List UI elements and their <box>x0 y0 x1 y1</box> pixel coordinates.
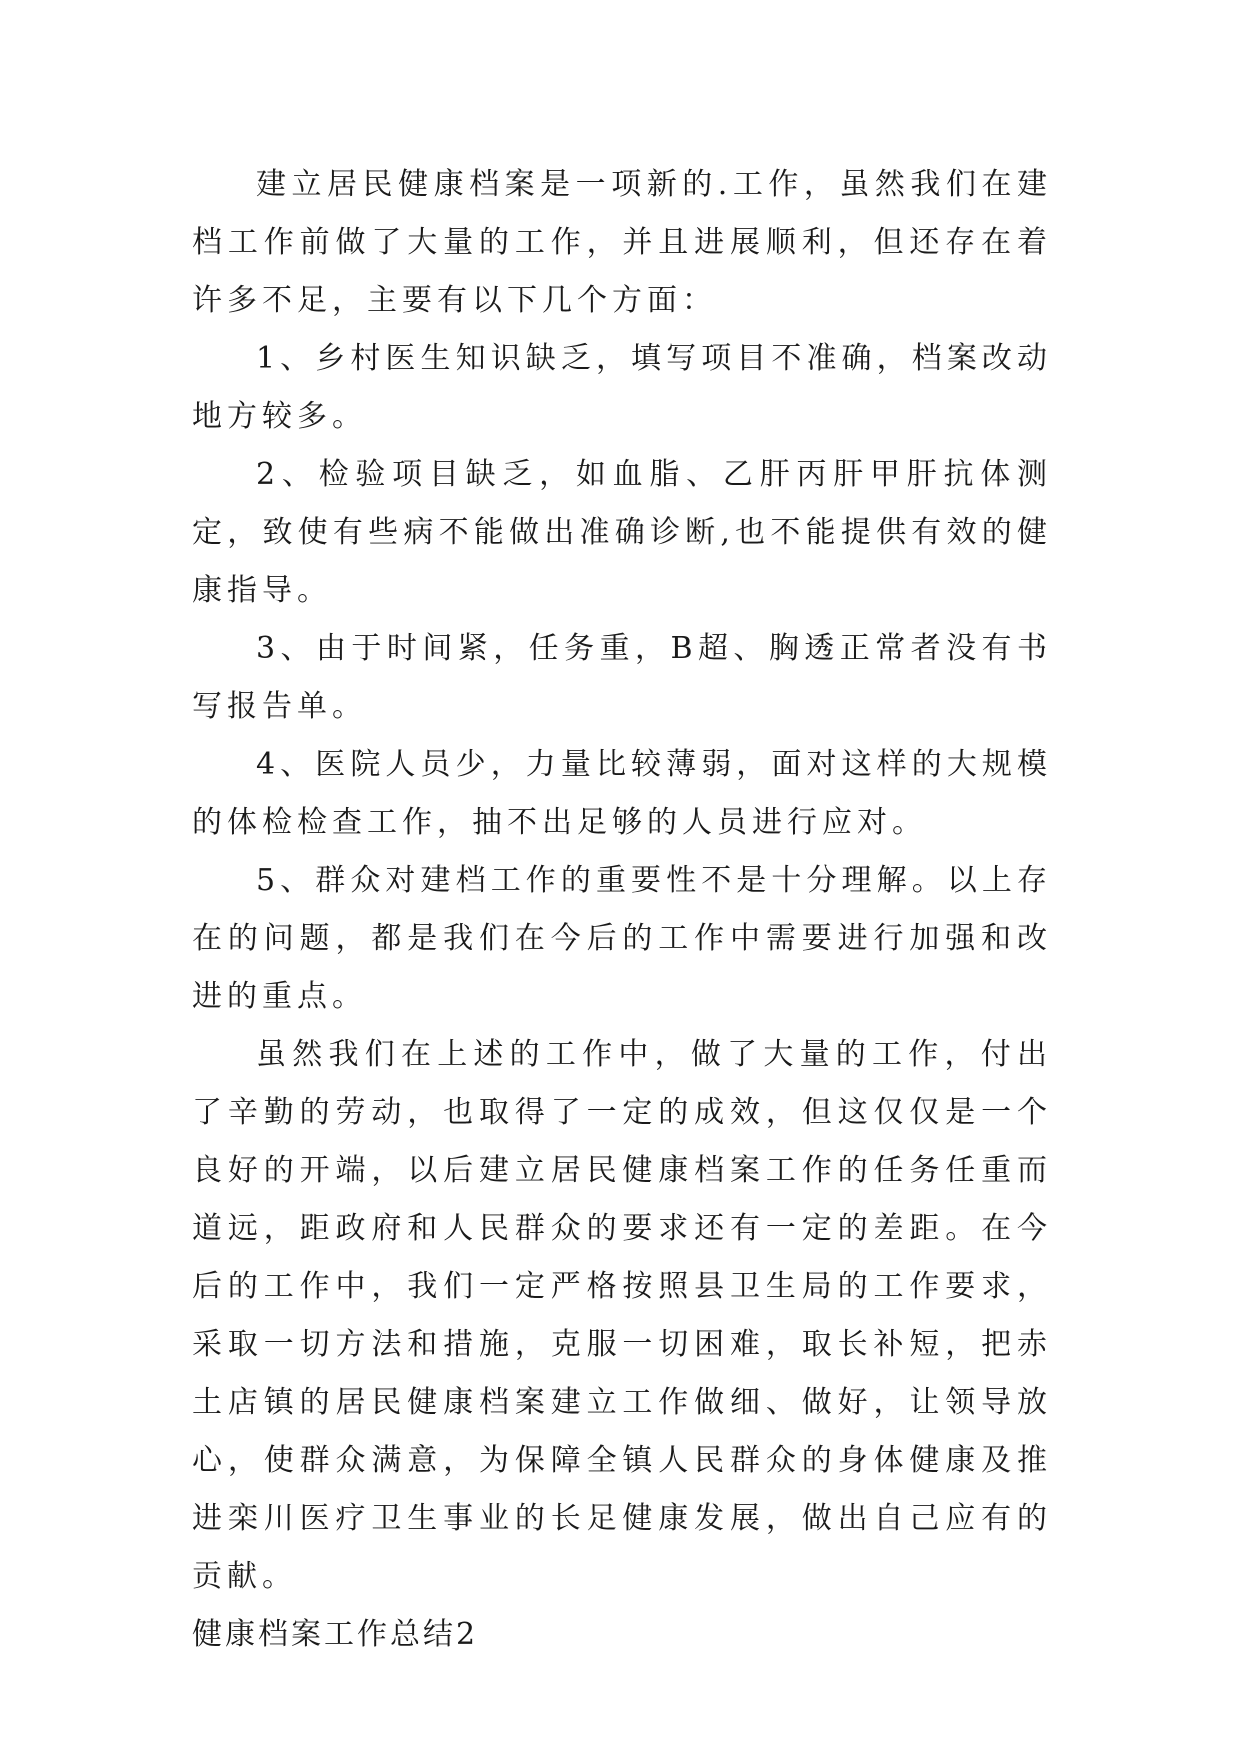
paragraph-item-1: 1、乡村医生知识缺乏，填写项目不准确，档案改动地方较多。 <box>192 341 1052 434</box>
paragraph-item-4: 4、医院人员少，力量比较薄弱，面对这样的大规模的体检检查工作，抽不出足够的人员进行应对。 <box>192 747 1052 840</box>
paragraph-conclusion: 虽然我们在上述的工作中，做了大量的工作，付出了辛勤的劳动，也取得了一定的成效，但这仅仅是一个良好的开端，以后建立居民健康档案工作的任务任重而道远，距政府和人民群众的要求还有一定的差距。在今后的工作中，我们一定严格按照县卫生局的工作要求，采取一切方法和措施，克服一切困难，取长补短，把赤土店镇的居民健康档案建立工作做细、做好，让领导放心，使群众满意，为保障全镇人民群众的身体健康及推进栾川医疗卫生事业的长足健康发展，做出自己应有的贡献。 <box>192 1037 1052 1594</box>
paragraph-item-5: 5、群众对建档工作的重要性不是十分理解。以上存在的问题，都是我们在今后的工作中需要进行加强和改进的重点。 <box>192 863 1052 1014</box>
section-title: 健康档案工作总结2 <box>192 1617 479 1652</box>
paragraph-intro: 建立居民健康档案是一项新的.工作，虽然我们在建档工作前做了大量的工作，并且进展顺利，但还存在着许多不足，主要有以下几个方面： <box>192 167 1052 318</box>
paragraph-item-2: 2、检验项目缺乏，如血脂、乙肝丙肝甲肝抗体测定，致使有些病不能做出准确诊断,也不能提供有效的健康指导。 <box>192 457 1052 608</box>
document-body <box>192 156 1052 1664</box>
paragraph-item-3: 3、由于时间紧，任务重，B超、胸透正常者没有书写报告单。 <box>192 631 1052 724</box>
